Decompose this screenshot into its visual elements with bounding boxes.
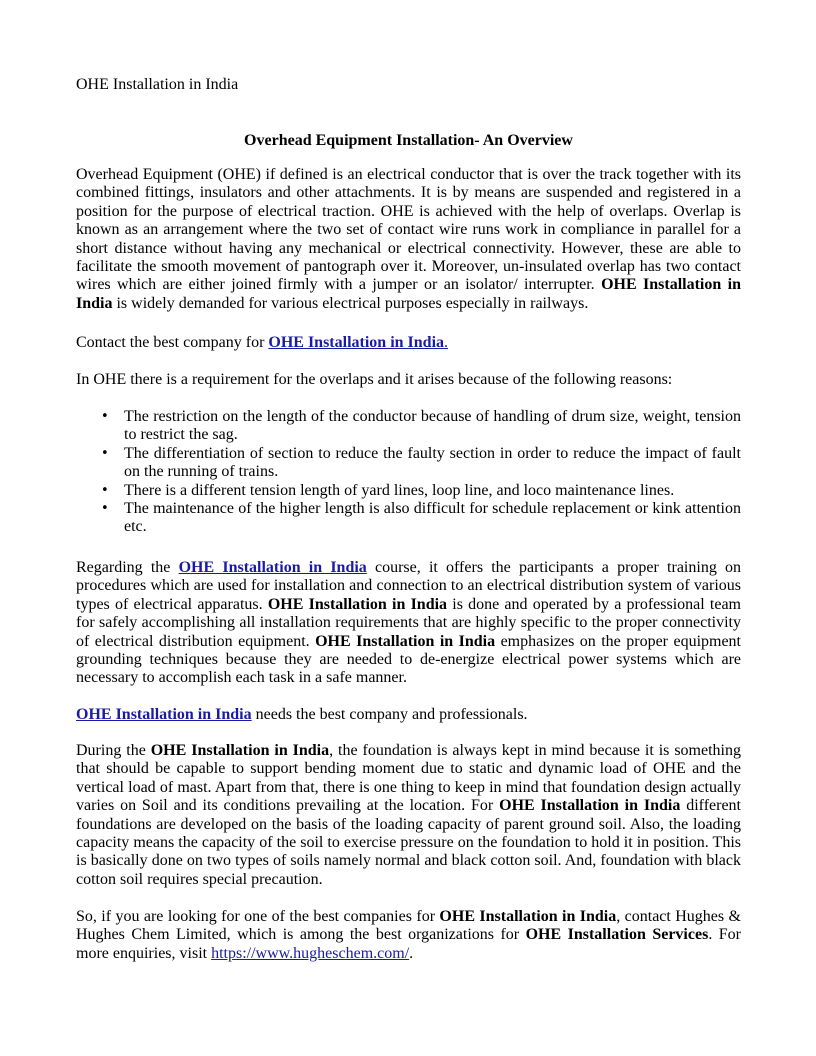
ohe-installation-link[interactable]: OHE Installation in India: [268, 334, 445, 351]
bold-text: OHE Installation Services: [525, 926, 709, 944]
paragraph-intro: [76, 166, 741, 313]
paragraph-course: [76, 559, 741, 688]
list-item: • There is a different tension length of yard lines, loop line, and loco maintenance lines.: [76, 482, 741, 500]
list-item: • The maintenance of the higher length is also difficult for schedule replacement or kink attention etc.: [76, 500, 741, 537]
bold-text: OHE Installation in India: [267, 595, 448, 613]
paragraph-reasons-intro: In OHE there is a requirement for the overlaps and it arises because of the following reasons:: [76, 371, 673, 388]
paragraph-closing: [76, 908, 741, 963]
page-title: Overhead Equipment Installation- An Overview: [244, 132, 573, 149]
ohe-installation-link[interactable]: OHE Installation in India: [178, 559, 367, 576]
text: Regarding the: [76, 559, 179, 576]
text: course, it offers the participants a proper training on procedures which are used for installation and connection to an electrical distribution system of various types of electrical apparatus.: [76, 559, 742, 613]
document-header: OHE Installation in India: [76, 76, 239, 93]
bold-text: OHE Installation in India: [499, 797, 681, 815]
list-item: • The differentiation of section to reduce the faulty section in order to reduce the impact of fault on the running of trains.: [76, 445, 741, 482]
text: .: [409, 944, 414, 962]
paragraph-contact: [76, 334, 741, 352]
text: , contact Hughes & Hughes Chem Limited, which is among the best organizations for: [76, 908, 741, 944]
reasons-list: [76, 408, 741, 537]
list-item: • The restriction on the length of the conductor because of handling of drum size, weight, tension to restrict the sag.: [76, 408, 741, 445]
text: is widely demanded for various electrical purposes especially in railways.: [112, 294, 589, 312]
text: , the foundation is always kept in mind because it is something that should be capable to support bending moment due to static and dynamic load of OHE and the vertical load of mast. Apart from that, there is one thing to keep in mind that foundation design actually varies on Soil and its conditions prevailing at the location. For: [76, 742, 741, 815]
paragraph-foundation: [76, 742, 741, 889]
paragraph-needs: [76, 706, 741, 724]
ohe-installation-link[interactable]: OHE Installation in India: [76, 706, 252, 723]
text: Contact the best company for: [76, 334, 269, 351]
bold-text: OHE Installation in India: [439, 908, 617, 925]
link-period[interactable]: .: [444, 334, 449, 351]
text: . For more enquiries, visit: [76, 926, 742, 962]
bold-text: OHE Installation in India: [315, 632, 496, 650]
text: So, if you are looking for one of the best companies for: [76, 908, 440, 925]
bold-text: OHE Installation in India: [150, 742, 330, 759]
bold-text: OHE Installation in India: [76, 276, 741, 312]
text: needs the best company and professionals.: [251, 706, 528, 723]
text: different foundations are developed on the basis of the loading capacity of parent ground soil. Also, the loading capacity means the capacity of the soil to exercise pressure on the foundation to hold it in position. This is basically done on two types of soils namely normal and black cotton soil. And, foundation with black cotton soil requires special precaution.: [76, 797, 741, 888]
text: Overhead Equipment (OHE) if defined is an electrical conductor that is over the track together with its combined fittings, insulators and other attachments. It is by means are suspended and registered in a position for the purpose of electrical traction. OHE is achieved with the help of overlaps. Overlap is known as an arrangement where the two set of contact wire runs work in compliance in parallel for a short distance without having any mechanical or electrical connectivity. However, these are able to facilitate the smooth movement of pantograph over it. Moreover, un-insulated overlap has two contact wires which are either joined firmly with a jumper or an isolator/ interrupter.: [76, 166, 741, 294]
website-link[interactable]: https://www.hugheschem.com/: [211, 944, 410, 962]
text: is done and operated by a professional team for safely accomplishing all installation requirements that are highly specific to the proper connectivity of electrical distribution equipment.: [76, 595, 741, 650]
text: emphasizes on the proper equipment grounding techniques because they are needed to de-energize electrical power systems which are necessary to accomplish each task in a safe manner.: [76, 632, 742, 687]
text: During the: [76, 742, 151, 759]
